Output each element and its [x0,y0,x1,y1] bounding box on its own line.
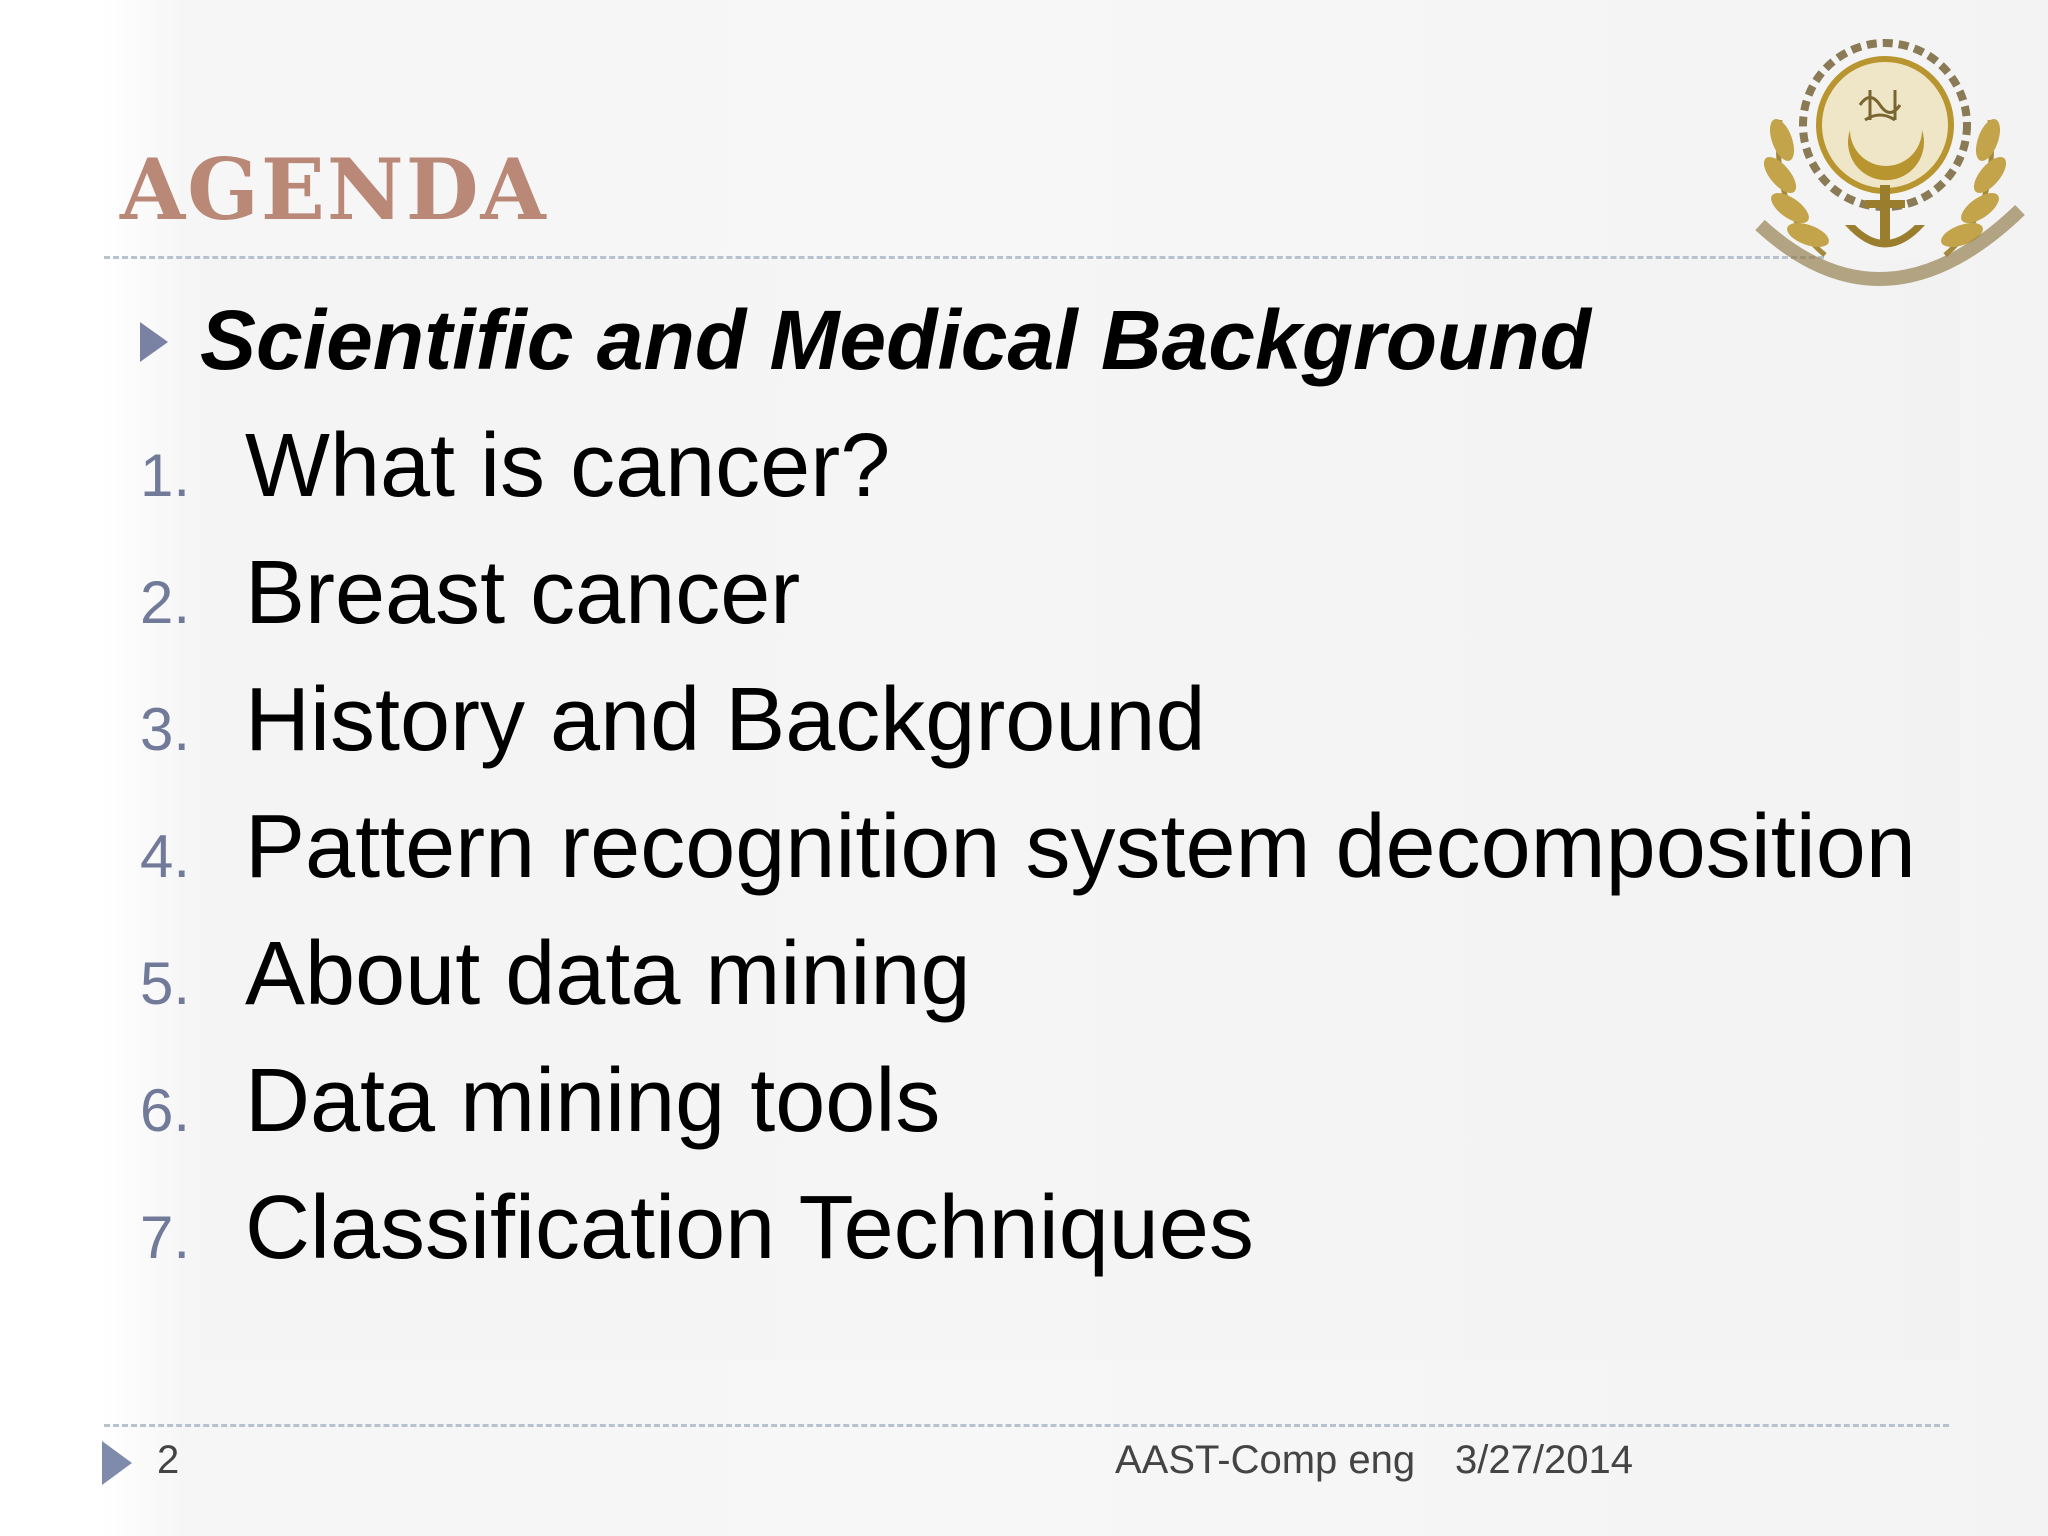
footer-date: 3/27/2014 [1455,1438,1633,1482]
item-number: 2. [140,569,191,636]
list-item [140,415,1916,542]
item-number: 5. [140,950,191,1017]
slide-title: AGENDA [120,140,548,239]
item-text: History and Background [245,670,1206,770]
footer-divider [104,1424,1949,1427]
triangle-footer-icon [102,1441,132,1485]
triangle-bullet-icon [140,322,168,362]
list-item [140,669,1916,796]
title-divider [104,256,1824,259]
item-text: Classification Techniques [245,1178,1254,1278]
item-text: What is cancer? [245,416,891,516]
agenda-list [140,415,1916,1304]
list-item [140,1050,1916,1177]
list-item [140,796,1916,923]
item-text: Data mining tools [245,1051,941,1151]
item-text: Pattern recognition system decomposition [245,797,1916,897]
item-number: 4. [140,823,191,890]
item-text: About data mining [245,924,971,1024]
item-text: Breast cancer [245,543,801,643]
footer-organization: AAST-Comp eng [1115,1438,1416,1482]
list-item [140,542,1916,669]
list-item [140,1177,1916,1304]
item-number: 1. [140,442,191,509]
item-number: 6. [140,1077,191,1144]
highlight-text: Scientific and Medical Background [200,292,1591,387]
list-item [140,923,1916,1050]
item-number: 3. [140,696,191,763]
highlight-bullet [140,290,1591,390]
slide-number: 2 [157,1438,180,1482]
aast-emblem-icon [1730,10,2040,310]
item-number: 7. [140,1204,191,1271]
